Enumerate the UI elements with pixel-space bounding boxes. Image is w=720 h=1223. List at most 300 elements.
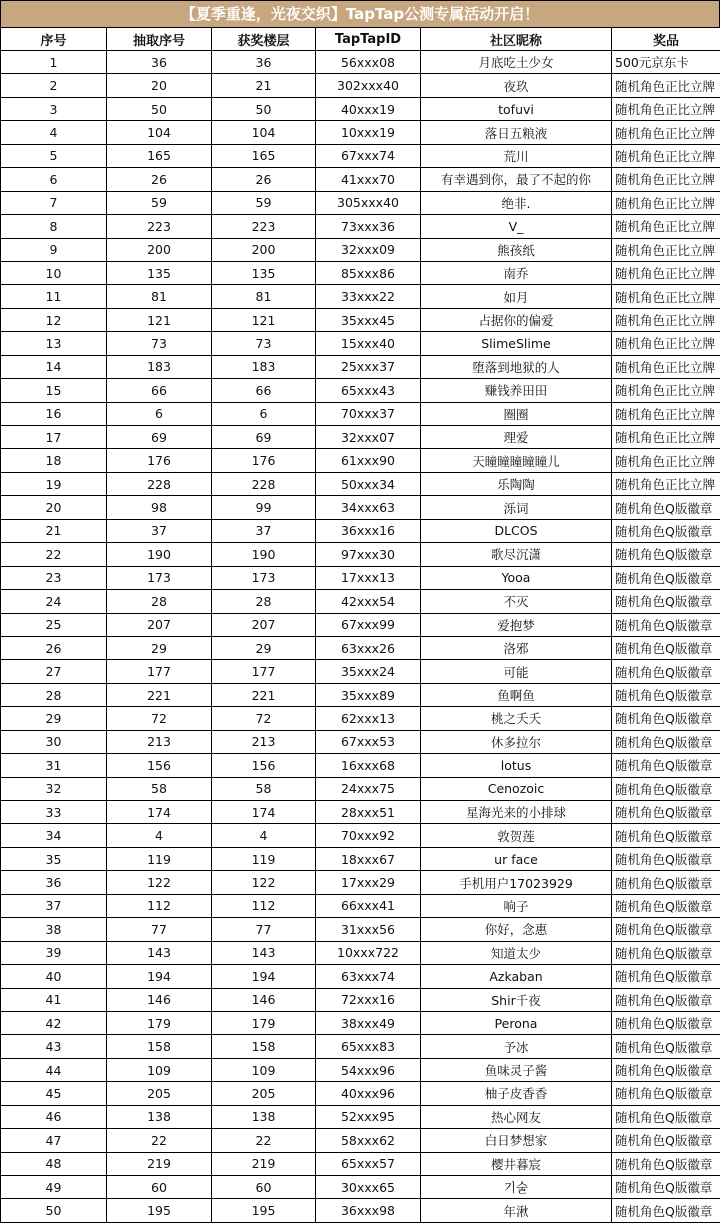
cell-draw-number: 176 (107, 449, 212, 472)
cell-draw-number: 213 (107, 730, 212, 753)
table-row (1, 918, 720, 941)
cell-draw-number: 221 (107, 683, 212, 706)
cell-taptap-id: 40xxx19 (316, 97, 421, 120)
cell-winning-floor: 60 (212, 1176, 316, 1199)
table-row (1, 1129, 720, 1152)
cell-taptap-id: 65xxx83 (316, 1035, 421, 1058)
cell-taptap-id: 58xxx62 (316, 1129, 421, 1152)
cell-taptap-id: 305xxx40 (316, 191, 421, 214)
cell-prize: 随机角色Q版徽章 (612, 636, 720, 659)
cell-nickname: 可能 (421, 660, 612, 683)
cell-winning-floor: 121 (212, 308, 316, 331)
cell-prize: 随机角色正比立牌 (612, 472, 720, 495)
cell-nickname: Cenozoic (421, 777, 612, 800)
cell-prize: 随机角色Q版徽章 (612, 847, 720, 870)
cell-taptap-id: 54xxx96 (316, 1058, 421, 1081)
table-row (1, 754, 720, 777)
cell-index: 3 (1, 97, 107, 120)
cell-nickname: 不灭 (421, 590, 612, 613)
cell-draw-number: 207 (107, 613, 212, 636)
cell-index: 16 (1, 402, 107, 425)
cell-draw-number: 28 (107, 590, 212, 613)
cell-taptap-id: 63xxx26 (316, 636, 421, 659)
table-row (1, 1035, 720, 1058)
cell-prize: 随机角色Q版徽章 (612, 754, 720, 777)
cell-taptap-id: 67xxx74 (316, 144, 421, 167)
cell-index: 33 (1, 801, 107, 824)
cell-winning-floor: 165 (212, 144, 316, 167)
table-row (1, 965, 720, 988)
cell-nickname: 占据你的偏爱 (421, 308, 612, 331)
table-row (1, 191, 720, 214)
table-row (1, 660, 720, 683)
cell-nickname: 熊孩纸 (421, 238, 612, 261)
cell-draw-number: 77 (107, 918, 212, 941)
table-row (1, 308, 720, 331)
cell-nickname: 年湫 (421, 1199, 612, 1222)
header-index: 序号 (1, 28, 107, 51)
cell-winning-floor: 4 (212, 824, 316, 847)
table-row (1, 777, 720, 800)
cell-taptap-id: 70xxx92 (316, 824, 421, 847)
table-row (1, 1058, 720, 1081)
cell-prize: 随机角色正比立牌 (612, 285, 720, 308)
cell-winning-floor: 6 (212, 402, 316, 425)
cell-index: 29 (1, 707, 107, 730)
table-row (1, 636, 720, 659)
cell-index: 4 (1, 121, 107, 144)
cell-winning-floor: 77 (212, 918, 316, 941)
table-row (1, 51, 720, 74)
cell-taptap-id: 62xxx13 (316, 707, 421, 730)
cell-winning-floor: 176 (212, 449, 316, 472)
cell-taptap-id: 61xxx90 (316, 449, 421, 472)
cell-draw-number: 135 (107, 261, 212, 284)
cell-prize: 随机角色正比立牌 (612, 97, 720, 120)
cell-prize: 随机角色正比立牌 (612, 121, 720, 144)
cell-taptap-id: 50xxx34 (316, 472, 421, 495)
cell-taptap-id: 17xxx13 (316, 566, 421, 589)
table-row (1, 496, 720, 519)
table-header-row (1, 28, 720, 51)
cell-winning-floor: 177 (212, 660, 316, 683)
cell-prize: 随机角色Q版徽章 (612, 777, 720, 800)
cell-winning-floor: 73 (212, 332, 316, 355)
cell-index: 14 (1, 355, 107, 378)
header-draw-number: 抽取序号 (107, 28, 212, 51)
cell-nickname: 鱼味灵子酱 (421, 1058, 612, 1081)
cell-prize: 随机角色正比立牌 (612, 215, 720, 238)
cell-prize: 随机角色正比立牌 (612, 449, 720, 472)
table-row (1, 74, 720, 97)
cell-nickname: V_ (421, 215, 612, 238)
table-row (1, 238, 720, 261)
cell-draw-number: 174 (107, 801, 212, 824)
cell-draw-number: 22 (107, 1129, 212, 1152)
cell-winning-floor: 59 (212, 191, 316, 214)
cell-draw-number: 146 (107, 988, 212, 1011)
cell-prize: 随机角色正比立牌 (612, 402, 720, 425)
cell-nickname: 爱抱梦 (421, 613, 612, 636)
cell-index: 6 (1, 168, 107, 191)
cell-nickname: 予冰 (421, 1035, 612, 1058)
cell-winning-floor: 29 (212, 636, 316, 659)
cell-draw-number: 143 (107, 941, 212, 964)
table-row (1, 730, 720, 753)
cell-index: 27 (1, 660, 107, 683)
cell-nickname: 热心网友 (421, 1105, 612, 1128)
cell-draw-number: 173 (107, 566, 212, 589)
cell-winning-floor: 104 (212, 121, 316, 144)
cell-taptap-id: 17xxx29 (316, 871, 421, 894)
cell-winning-floor: 50 (212, 97, 316, 120)
header-taptap-id: TapTapID (316, 28, 421, 51)
cell-nickname: 天瞳瞳瞳瞳瞳儿 (421, 449, 612, 472)
cell-nickname: 樱井暮宸 (421, 1152, 612, 1175)
cell-draw-number: 183 (107, 355, 212, 378)
cell-index: 34 (1, 824, 107, 847)
cell-taptap-id: 32xxx07 (316, 426, 421, 449)
cell-taptap-id: 31xxx56 (316, 918, 421, 941)
table-row (1, 215, 720, 238)
cell-winning-floor: 190 (212, 543, 316, 566)
cell-prize: 随机角色Q版徽章 (612, 1152, 720, 1175)
cell-winning-floor: 72 (212, 707, 316, 730)
cell-winning-floor: 109 (212, 1058, 316, 1081)
table-row (1, 707, 720, 730)
cell-winning-floor: 194 (212, 965, 316, 988)
cell-draw-number: 58 (107, 777, 212, 800)
cell-index: 28 (1, 683, 107, 706)
cell-taptap-id: 52xxx95 (316, 1105, 421, 1128)
cell-prize: 随机角色正比立牌 (612, 379, 720, 402)
cell-nickname: 南乔 (421, 261, 612, 284)
cell-winning-floor: 221 (212, 683, 316, 706)
cell-winning-floor: 143 (212, 941, 316, 964)
cell-draw-number: 190 (107, 543, 212, 566)
cell-draw-number: 177 (107, 660, 212, 683)
cell-index: 40 (1, 965, 107, 988)
cell-prize: 随机角色正比立牌 (612, 168, 720, 191)
cell-prize: 随机角色Q版徽章 (612, 1199, 720, 1222)
cell-winning-floor: 205 (212, 1082, 316, 1105)
cell-nickname: 柚子皮香香 (421, 1082, 612, 1105)
cell-index: 46 (1, 1105, 107, 1128)
cell-nickname: 鱼啊鱼 (421, 683, 612, 706)
cell-index: 9 (1, 238, 107, 261)
table-row (1, 566, 720, 589)
cell-draw-number: 73 (107, 332, 212, 355)
cell-nickname: Yooa (421, 566, 612, 589)
cell-nickname: 夜玖 (421, 74, 612, 97)
table-row (1, 402, 720, 425)
table-row (1, 1176, 720, 1199)
table-row (1, 941, 720, 964)
cell-nickname: 你好，念惠 (421, 918, 612, 941)
cell-winning-floor: 207 (212, 613, 316, 636)
cell-index: 37 (1, 894, 107, 917)
cell-index: 15 (1, 379, 107, 402)
cell-index: 10 (1, 261, 107, 284)
cell-taptap-id: 24xxx75 (316, 777, 421, 800)
cell-winning-floor: 22 (212, 1129, 316, 1152)
table-row (1, 168, 720, 191)
cell-winning-floor: 223 (212, 215, 316, 238)
cell-taptap-id: 35xxx89 (316, 683, 421, 706)
cell-nickname: lotus (421, 754, 612, 777)
cell-prize: 随机角色Q版徽章 (612, 566, 720, 589)
cell-winning-floor: 119 (212, 847, 316, 870)
cell-prize: 随机角色Q版徽章 (612, 1035, 720, 1058)
cell-index: 8 (1, 215, 107, 238)
cell-nickname: 星海光来的小排球 (421, 801, 612, 824)
cell-taptap-id: 38xxx49 (316, 1011, 421, 1034)
cell-taptap-id: 72xxx16 (316, 988, 421, 1011)
cell-nickname: DLCOS (421, 519, 612, 542)
cell-prize: 随机角色正比立牌 (612, 355, 720, 378)
cell-taptap-id: 34xxx63 (316, 496, 421, 519)
cell-index: 39 (1, 941, 107, 964)
cell-winning-floor: 174 (212, 801, 316, 824)
table-row (1, 1199, 720, 1222)
cell-winning-floor: 28 (212, 590, 316, 613)
cell-prize: 随机角色Q版徽章 (612, 1082, 720, 1105)
cell-draw-number: 20 (107, 74, 212, 97)
cell-taptap-id: 18xxx67 (316, 847, 421, 870)
cell-taptap-id: 36xxx98 (316, 1199, 421, 1222)
cell-index: 30 (1, 730, 107, 753)
cell-nickname: 月底吃土少女 (421, 51, 612, 74)
cell-draw-number: 98 (107, 496, 212, 519)
cell-taptap-id: 30xxx65 (316, 1176, 421, 1199)
cell-draw-number: 122 (107, 871, 212, 894)
cell-prize: 随机角色正比立牌 (612, 191, 720, 214)
cell-taptap-id: 302xxx40 (316, 74, 421, 97)
cell-taptap-id: 97xxx30 (316, 543, 421, 566)
cell-prize: 随机角色Q版徽章 (612, 965, 720, 988)
cell-prize: 随机角色Q版徽章 (612, 1129, 720, 1152)
cell-nickname: 响子 (421, 894, 612, 917)
cell-taptap-id: 32xxx09 (316, 238, 421, 261)
cell-index: 2 (1, 74, 107, 97)
cell-index: 7 (1, 191, 107, 214)
cell-taptap-id: 33xxx22 (316, 285, 421, 308)
cell-prize: 随机角色Q版徽章 (612, 660, 720, 683)
cell-draw-number: 72 (107, 707, 212, 730)
table-row (1, 683, 720, 706)
cell-prize: 随机角色Q版徽章 (612, 613, 720, 636)
cell-taptap-id: 85xxx86 (316, 261, 421, 284)
cell-index: 36 (1, 871, 107, 894)
table-row (1, 379, 720, 402)
cell-prize: 随机角色Q版徽章 (612, 1105, 720, 1128)
cell-prize: 随机角色Q版徽章 (612, 730, 720, 753)
cell-nickname: 歌尽沉潇 (421, 543, 612, 566)
cell-index: 20 (1, 496, 107, 519)
cell-winning-floor: 69 (212, 426, 316, 449)
cell-prize: 随机角色正比立牌 (612, 308, 720, 331)
cell-winning-floor: 112 (212, 894, 316, 917)
cell-prize: 随机角色Q版徽章 (612, 543, 720, 566)
cell-taptap-id: 25xxx37 (316, 355, 421, 378)
cell-taptap-id: 70xxx37 (316, 402, 421, 425)
cell-nickname: 泺词 (421, 496, 612, 519)
cell-prize: 随机角色Q版徽章 (612, 871, 720, 894)
table-row (1, 285, 720, 308)
cell-taptap-id: 42xxx54 (316, 590, 421, 613)
cell-prize: 随机角色Q版徽章 (612, 894, 720, 917)
cell-index: 25 (1, 613, 107, 636)
cell-prize: 随机角色正比立牌 (612, 426, 720, 449)
cell-index: 21 (1, 519, 107, 542)
cell-draw-number: 228 (107, 472, 212, 495)
cell-index: 17 (1, 426, 107, 449)
cell-nickname: 乐陶陶 (421, 472, 612, 495)
cell-index: 42 (1, 1011, 107, 1034)
table-row (1, 355, 720, 378)
cell-taptap-id: 67xxx99 (316, 613, 421, 636)
cell-index: 41 (1, 988, 107, 1011)
cell-taptap-id: 40xxx96 (316, 1082, 421, 1105)
cell-winning-floor: 179 (212, 1011, 316, 1034)
cell-index: 45 (1, 1082, 107, 1105)
cell-winning-floor: 228 (212, 472, 316, 495)
cell-index: 43 (1, 1035, 107, 1058)
cell-draw-number: 104 (107, 121, 212, 144)
cell-taptap-id: 65xxx57 (316, 1152, 421, 1175)
cell-nickname: 圈圈 (421, 402, 612, 425)
cell-prize: 随机角色Q版徽章 (612, 1011, 720, 1034)
table-row (1, 121, 720, 144)
cell-taptap-id: 16xxx68 (316, 754, 421, 777)
table-row (1, 543, 720, 566)
cell-winning-floor: 21 (212, 74, 316, 97)
cell-prize: 随机角色Q版徽章 (612, 590, 720, 613)
table-row (1, 144, 720, 167)
cell-nickname: 有幸遇到你，最了不起的你 (421, 168, 612, 191)
cell-nickname: Azkaban (421, 965, 612, 988)
cell-nickname: Shir千夜 (421, 988, 612, 1011)
cell-taptap-id: 10xxx722 (316, 941, 421, 964)
cell-prize: 随机角色Q版徽章 (612, 824, 720, 847)
cell-winning-floor: 58 (212, 777, 316, 800)
cell-index: 23 (1, 566, 107, 589)
cell-draw-number: 60 (107, 1176, 212, 1199)
cell-nickname: SlimeSlime (421, 332, 612, 355)
cell-draw-number: 26 (107, 168, 212, 191)
cell-taptap-id: 10xxx19 (316, 121, 421, 144)
cell-nickname: 如月 (421, 285, 612, 308)
cell-index: 32 (1, 777, 107, 800)
table-row (1, 801, 720, 824)
table-row (1, 590, 720, 613)
cell-index: 1 (1, 51, 107, 74)
cell-taptap-id: 28xxx51 (316, 801, 421, 824)
cell-taptap-id: 15xxx40 (316, 332, 421, 355)
cell-prize: 随机角色Q版徽章 (612, 1058, 720, 1081)
cell-prize: 随机角色Q版徽章 (612, 918, 720, 941)
cell-index: 11 (1, 285, 107, 308)
table-row (1, 449, 720, 472)
cell-index: 35 (1, 847, 107, 870)
cell-taptap-id: 66xxx41 (316, 894, 421, 917)
cell-index: 24 (1, 590, 107, 613)
cell-draw-number: 29 (107, 636, 212, 659)
cell-winning-floor: 173 (212, 566, 316, 589)
cell-taptap-id: 35xxx45 (316, 308, 421, 331)
cell-taptap-id: 36xxx16 (316, 519, 421, 542)
table-row (1, 472, 720, 495)
header-prize: 奖品 (612, 28, 720, 51)
cell-winning-floor: 37 (212, 519, 316, 542)
cell-taptap-id: 63xxx74 (316, 965, 421, 988)
cell-draw-number: 165 (107, 144, 212, 167)
cell-winning-floor: 66 (212, 379, 316, 402)
cell-draw-number: 66 (107, 379, 212, 402)
cell-winning-floor: 81 (212, 285, 316, 308)
cell-nickname: 洛邪 (421, 636, 612, 659)
cell-prize: 随机角色正比立牌 (612, 261, 720, 284)
table-row (1, 1082, 720, 1105)
cell-taptap-id: 41xxx70 (316, 168, 421, 191)
cell-nickname: 荒川 (421, 144, 612, 167)
cell-nickname: 白日梦想家 (421, 1129, 612, 1152)
cell-nickname: 休多拉尔 (421, 730, 612, 753)
table-row (1, 1152, 720, 1175)
table-row (1, 261, 720, 284)
table-row (1, 426, 720, 449)
cell-draw-number: 4 (107, 824, 212, 847)
cell-index: 48 (1, 1152, 107, 1175)
cell-draw-number: 6 (107, 402, 212, 425)
cell-prize: 随机角色正比立牌 (612, 238, 720, 261)
cell-prize: 随机角色Q版徽章 (612, 707, 720, 730)
cell-winning-floor: 213 (212, 730, 316, 753)
table-row (1, 332, 720, 355)
cell-winning-floor: 219 (212, 1152, 316, 1175)
cell-nickname: 桃之夭夭 (421, 707, 612, 730)
cell-nickname: 赚钱养田田 (421, 379, 612, 402)
header-winning-floor: 获奖楼层 (212, 28, 316, 51)
cell-winning-floor: 200 (212, 238, 316, 261)
cell-prize: 500元京东卡 (612, 51, 720, 74)
cell-taptap-id: 73xxx36 (316, 215, 421, 238)
cell-winning-floor: 158 (212, 1035, 316, 1058)
cell-draw-number: 59 (107, 191, 212, 214)
cell-index: 13 (1, 332, 107, 355)
cell-index: 49 (1, 1176, 107, 1199)
cell-index: 12 (1, 308, 107, 331)
cell-winning-floor: 156 (212, 754, 316, 777)
cell-taptap-id: 67xxx53 (316, 730, 421, 753)
cell-draw-number: 37 (107, 519, 212, 542)
cell-draw-number: 195 (107, 1199, 212, 1222)
cell-index: 47 (1, 1129, 107, 1152)
cell-draw-number: 81 (107, 285, 212, 308)
table-row (1, 988, 720, 1011)
cell-nickname: Perona (421, 1011, 612, 1034)
cell-index: 44 (1, 1058, 107, 1081)
table-row (1, 1105, 720, 1128)
cell-index: 31 (1, 754, 107, 777)
table-row (1, 894, 720, 917)
cell-winning-floor: 26 (212, 168, 316, 191)
cell-prize: 随机角色正比立牌 (612, 74, 720, 97)
cell-prize: 随机角色Q版徽章 (612, 801, 720, 824)
table-row (1, 613, 720, 636)
cell-draw-number: 158 (107, 1035, 212, 1058)
cell-winning-floor: 195 (212, 1199, 316, 1222)
